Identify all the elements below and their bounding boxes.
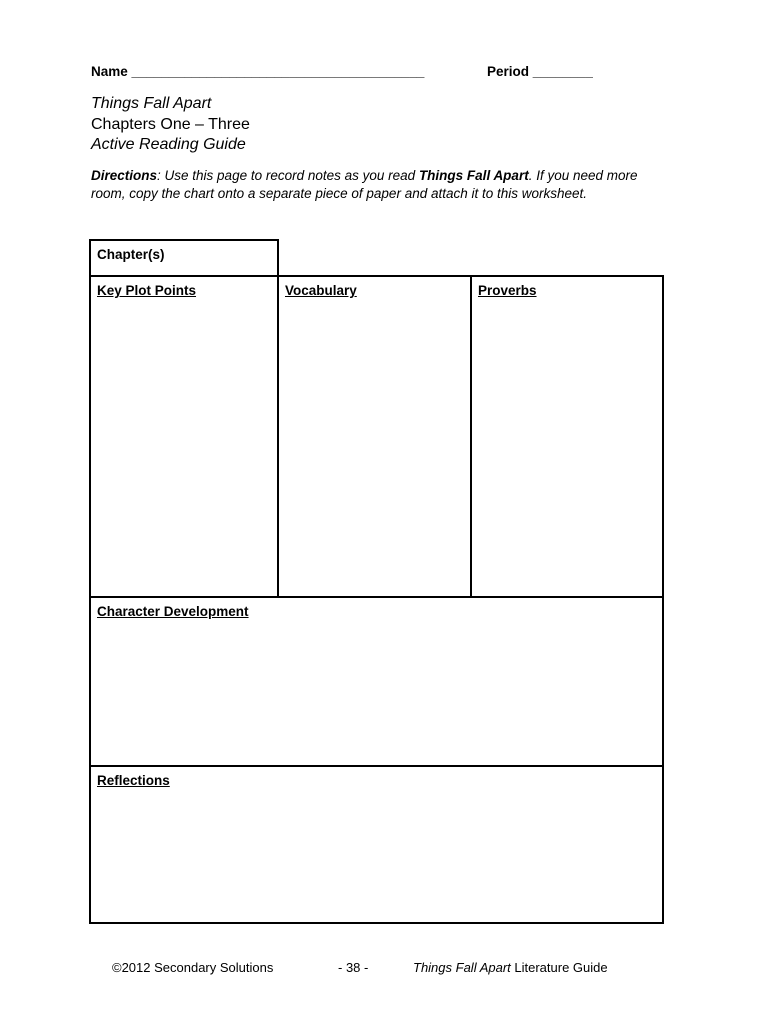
footer-page-number: - 38 - <box>338 960 369 975</box>
vocabulary-box[interactable] <box>277 275 472 599</box>
directions-text-2: . If you need more room, copy the chart onto a separate piece of paper and attach it to this worksheet. <box>91 168 638 201</box>
guide-title: Active Reading Guide <box>91 136 246 153</box>
name-field[interactable]: Name _______________________________________ <box>91 64 425 79</box>
chapters-title: Chapters One – Three <box>91 115 250 133</box>
footer-book: Things Fall Apart <box>413 960 511 975</box>
footer-guide: Literature Guide <box>510 960 608 975</box>
footer-copyright: ©2012 Secondary Solutions <box>112 960 274 975</box>
reflections-label: Reflections <box>97 773 170 788</box>
character-development-label: Character Development <box>97 604 249 619</box>
book-title: Things Fall Apart <box>91 95 212 112</box>
proverbs-box[interactable] <box>470 275 664 599</box>
title-block <box>91 94 250 156</box>
directions-label: Directions <box>91 168 158 183</box>
proverbs-label: Proverbs <box>478 283 537 298</box>
header-line <box>91 64 593 79</box>
footer-guide-title <box>413 960 608 975</box>
directions-book: Things Fall Apart <box>418 168 529 183</box>
vocabulary-label: Vocabulary <box>285 283 357 298</box>
character-development-box[interactable] <box>89 596 664 768</box>
period-field[interactable]: Period ________ <box>487 64 593 79</box>
plot-points-label: Key Plot Points <box>97 283 197 298</box>
plot-points-box[interactable] <box>89 275 279 599</box>
reflections-box[interactable] <box>89 765 664 924</box>
chapters-box[interactable] <box>89 239 279 278</box>
chapters-label: Chapter(s) <box>97 247 165 262</box>
directions <box>91 167 671 203</box>
directions-text-1: : Use this page to record notes as you read <box>157 168 419 183</box>
